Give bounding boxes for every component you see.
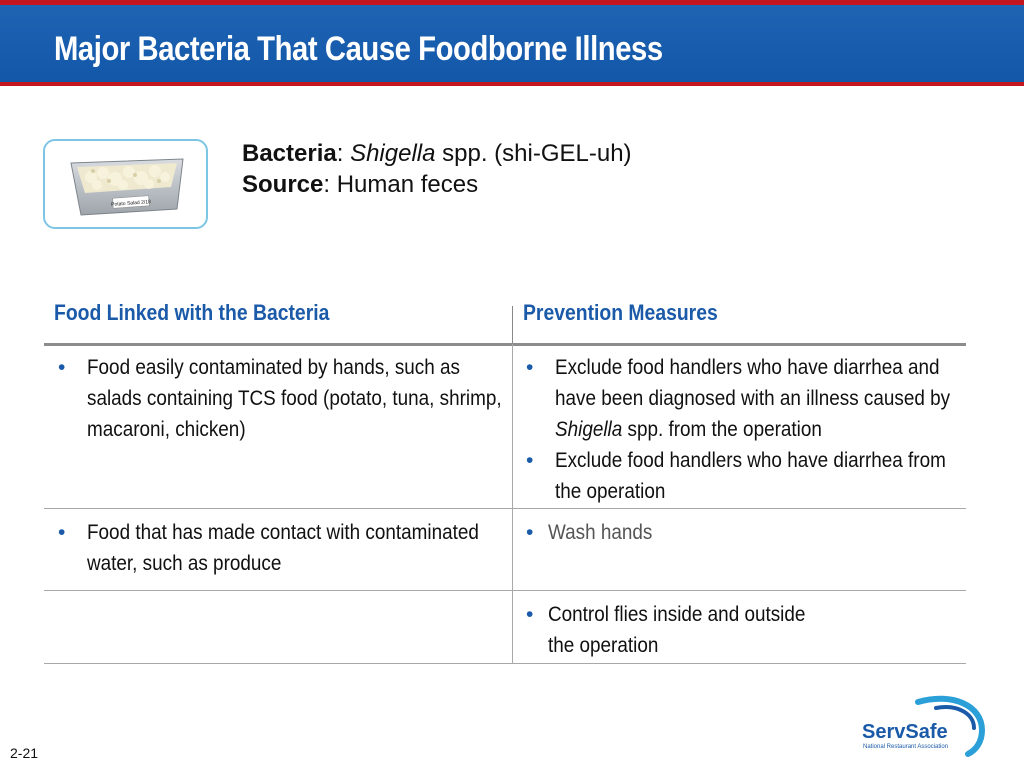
logo-tagline: National Restaurant Association <box>863 744 949 750</box>
servsafe-logo <box>858 694 988 758</box>
table-header <box>44 300 966 344</box>
prevention-text-end: spp. from the operation <box>622 418 822 441</box>
list-item: • Exclude food handlers who have diarrhea and have been diagnosed with an illness caused by Shigella spp. from the operation <box>526 356 951 441</box>
table-row <box>44 509 966 591</box>
svg-text:ServSafe <box>862 721 948 743</box>
logo-serv: Serv <box>862 721 906 743</box>
bacteria-info <box>242 138 632 200</box>
bacteria-label: Bacteria <box>242 140 337 167</box>
list-item: • Food easily contaminated by hands, such as salads containing TCS food (potato, tuna, shrimp, macaroni, chicken) <box>58 356 502 441</box>
source-value: : Human feces <box>323 171 479 198</box>
prevention-genus: Shigella <box>555 418 623 441</box>
header-prevention: Prevention Measures <box>523 300 718 325</box>
food-photo <box>43 139 208 229</box>
list-item: • Food that has made contact with contaminated water, such as produce <box>58 521 479 575</box>
food-cell <box>54 352 504 445</box>
bacteria-name-rest: spp. (shi-GEL-uh) <box>435 140 632 167</box>
potato-salad-pan-image <box>67 153 187 219</box>
bacteria-table <box>44 300 966 664</box>
header-food-linked: Food Linked with the Bacteria <box>54 300 330 325</box>
logo-safe: Safe <box>905 721 948 743</box>
prevention-cell <box>522 599 832 661</box>
source-line <box>242 169 632 200</box>
list-item: • Exclude food handlers who have diarrhea from the operation <box>526 449 946 503</box>
prevention-cell <box>522 352 962 507</box>
table-row <box>44 344 966 509</box>
list-item: • Control flies inside and outside the operation <box>526 603 806 657</box>
food-cell <box>54 517 504 579</box>
bacteria-colon: : <box>336 140 351 167</box>
bacteria-line <box>242 138 632 169</box>
slide-number: 2-21 <box>10 745 39 761</box>
prevention-text: Exclude food handlers who have diarrhea and have been diagnosed with an illness caused by <box>555 356 951 410</box>
bacteria-genus: Shigella <box>350 140 436 167</box>
prevention-cell <box>522 517 962 548</box>
list-item: • Wash hands <box>526 521 653 544</box>
pan-label-text: Potato Salad 2/18 <box>110 199 152 208</box>
source-label: Source <box>242 171 324 198</box>
table-row <box>44 591 966 664</box>
title-bar <box>0 0 1024 86</box>
header-divider <box>512 306 513 344</box>
slide-title: Major Bacteria That Cause Foodborne Illness <box>54 30 663 68</box>
column-divider <box>512 591 513 663</box>
